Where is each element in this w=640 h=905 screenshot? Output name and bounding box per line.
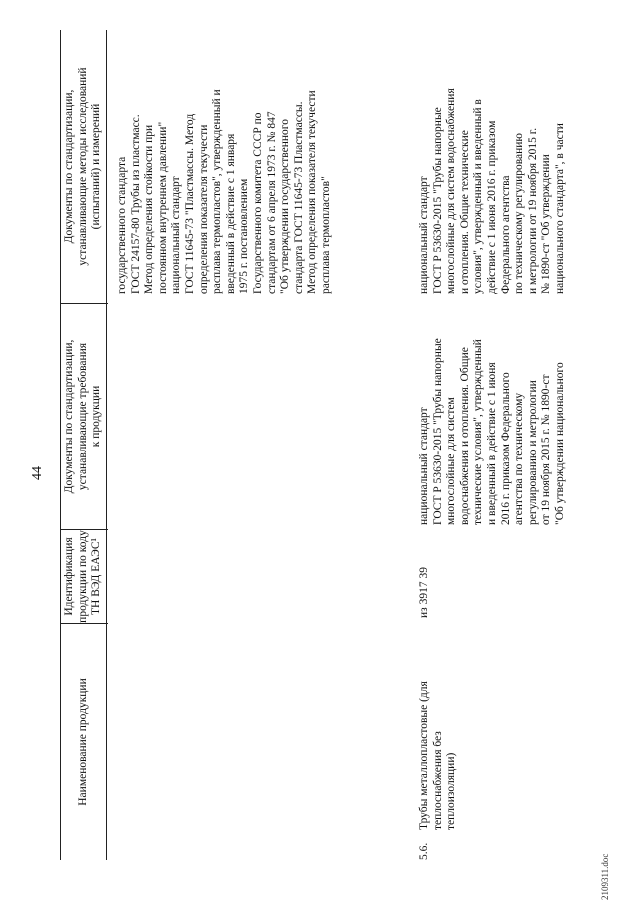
header-tn-ved-code: Идентификация продукции по коду ТН ВЭД ЕАЭС¹ — [63, 530, 103, 623]
header-product-name: Наименование продукции — [77, 678, 89, 806]
header-requirements-standards: Документы по стандартизации, устанавливающие требования к продукции — [63, 339, 103, 494]
product-name-cell: Трубы металлопластовые (для теплоснабжения без теплоизоляции) — [418, 681, 458, 830]
row-number: 5.6. — [418, 842, 430, 860]
table-header-bottom-border — [106, 30, 107, 860]
requirements-standard-cell: национальный стандарт ГОСТ Р 53630-2015 "Трубы напорные многослойные для систем водоснабжения и отопления. Общие технические условия", утвержденный и введенный в действие с 1 июня 2016 г. приказом Федерального агентства по техническому регулированию и метрологии от 19 ноября 2015 г. № 1890-ст "Об утверждении национального — [418, 338, 566, 525]
footer-file-name: 2109311.doc — [600, 853, 610, 900]
rotated-document-page — [30, 30, 620, 900]
header-test-methods-standards: Документы по стандартизации, устанавливающие методы исследований (испытаний) и измерений — [63, 67, 103, 266]
table-top-border — [60, 30, 61, 860]
page-number: 44 — [30, 466, 45, 480]
test-methods-standard-cell: национальный стандарт ГОСТ Р 53630-2015 "Трубы напорные многослойные для систем водоснабжения и отопления. Общие технические условия", утвержденный и введенный в действие с 1 июня 2016 г. приказом Федерального агентства по техническому регулированию и метрологии от 19 ноября 2015 г. № 1890-ст "Об утверждении национального стандарта", в части — [418, 88, 566, 294]
tn-ved-code-cell: из 3917 39 — [418, 567, 430, 618]
continuation-test-methods-text: государственного стандарта ГОСТ 24157-80 Трубы из пластмасс. Метод определения стойкости при постоянном внутреннем давлении" национальный стандарт ГОСТ 11645-73 "Пластмассы. Метод определения показателя текучести расплава термопластов", утвержденный и введенный в действие с 1 января 1975 г. постановлением Государственного комитета СССР по стандартам от 6 апреля 1973 г. № 847 "Об утверждении государственного стандарта ГОСТ 11645-73 Пластмассы. Метод определения показателя текучести расплава термопластов" — [116, 89, 332, 294]
